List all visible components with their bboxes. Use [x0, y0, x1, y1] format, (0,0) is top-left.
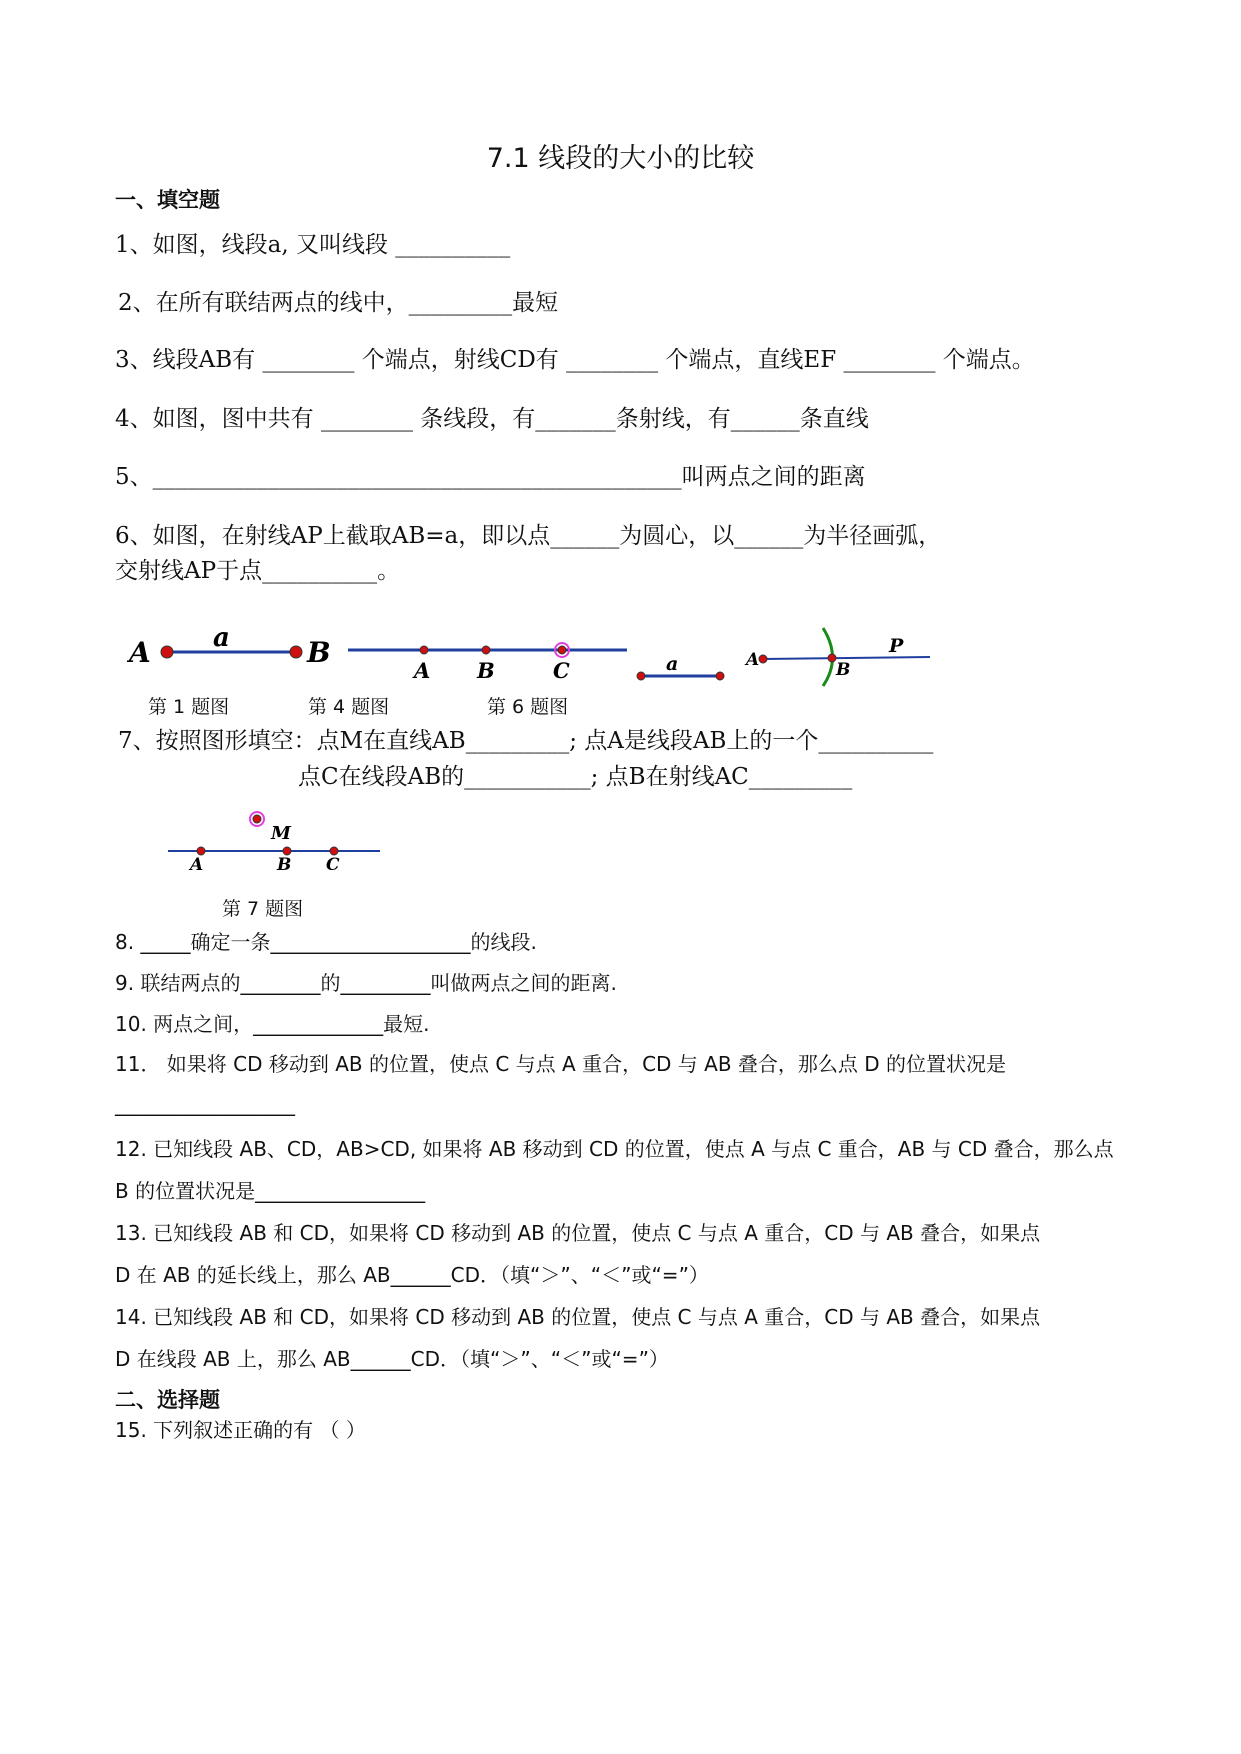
- fig1-label-B: B: [307, 636, 331, 669]
- question-14-line-1: 14. 已知线段 AB 和 CD，如果将 CD 移动到 AB 的位置，使点 C 与点 A 重合，CD 与 AB 叠合，如果点: [115, 1305, 1041, 1329]
- fig6-label-a: a: [666, 653, 679, 675]
- question-2: 2、在所有联结两点的线中，_________最短: [118, 290, 559, 316]
- fig6-label-A: A: [746, 650, 760, 670]
- fig6-label-P: P: [889, 635, 904, 657]
- question-8: 8. _____确定一条____________________的线段.: [115, 930, 537, 954]
- fig6-label-B: B: [836, 660, 851, 680]
- fig4-label-C: C: [553, 658, 570, 683]
- fig1-label-A: A: [129, 636, 151, 669]
- section-heading-multiple-choice: 二、选择题: [115, 1388, 220, 1412]
- section-heading-fill-in: 一、填空题: [115, 188, 220, 212]
- question-6-line-2: 交射线AP于点__________。: [115, 558, 401, 584]
- figure-6-caption: 第 6 题图: [487, 696, 569, 718]
- fig4-label-B: B: [477, 658, 495, 683]
- fig4-label-A: A: [414, 658, 431, 683]
- question-14-line-2: D 在线段 AB 上，那么 AB______CD．（填“＞”、“＜”或“=”）: [115, 1347, 669, 1371]
- question-12-line-1: 12. 已知线段 AB、CD，AB>CD, 如果将 AB 移动到 CD 的位置，使点 A 与点 C 重合，AB 与 CD 叠合，那么点: [115, 1137, 1114, 1161]
- figure-1: [125, 620, 345, 680]
- question-7-line-1: 7、按照图形填空：点M在直线AB_________; 点A是线段AB上的一个__________: [118, 728, 934, 754]
- figure-4: [345, 630, 635, 690]
- figure-7-caption: 第 7 题图: [222, 898, 304, 920]
- question-7-line-2: 点C在线段AB的___________; 点B在射线AC_________: [298, 764, 853, 790]
- question-10: 10. 两点之间，_____________最短.: [115, 1012, 430, 1036]
- question-6-line-1: 6、如图，在射线AP上截取AB=a，即以点______为圆心，以______为半径画弧，: [115, 523, 942, 549]
- question-1: 1、如图，线段a, 又叫线段 __________: [115, 232, 511, 258]
- fig1-label-a: a: [213, 623, 230, 653]
- page-title: 7.1 线段的大小的比较: [486, 143, 755, 174]
- question-13-line-2: D 在 AB 的延长线上，那么 AB______CD．（填“＞”、“＜”或“=”）: [115, 1263, 709, 1287]
- question-11-line-1: 11． 如果将 CD 移动到 AB 的位置，使点 C 与点 A 重合，CD 与 AB 叠合，那么点 D 的位置状况是: [115, 1052, 1007, 1076]
- question-13-line-1: 13. 已知线段 AB 和 CD，如果将 CD 移动到 AB 的位置，使点 C 与点 A 重合，CD 与 AB 叠合，如果点: [115, 1221, 1041, 1245]
- fig7-label-B: B: [277, 855, 292, 875]
- question-11-line-2: __________________: [115, 1092, 295, 1116]
- figure-7: [165, 808, 385, 878]
- question-9: 9. 联结两点的________的_________叫做两点之间的距离.: [115, 971, 617, 995]
- fig7-label-C: C: [326, 855, 340, 875]
- question-5: 5、______________________________________________叫两点之间的距离: [115, 464, 866, 490]
- figure-6: [630, 620, 940, 690]
- figure-1-caption: 第 1 题图: [148, 696, 230, 718]
- question-4: 4、如图，图中共有 ________ 条线段，有_______条射线，有______条直线: [115, 406, 869, 432]
- figure-4-caption: 第 4 题图: [308, 696, 390, 718]
- fig7-label-A: A: [190, 855, 204, 875]
- question-15: 15. 下列叙述正确的有 （ ）: [115, 1418, 366, 1442]
- fig7-label-M: M: [271, 823, 291, 844]
- question-3: 3、线段AB有 ________ 个端点，射线CD有 ________ 个端点，直线EF ________ 个端点。: [115, 347, 1035, 373]
- question-12-line-2: B 的位置状况是_________________: [115, 1179, 426, 1203]
